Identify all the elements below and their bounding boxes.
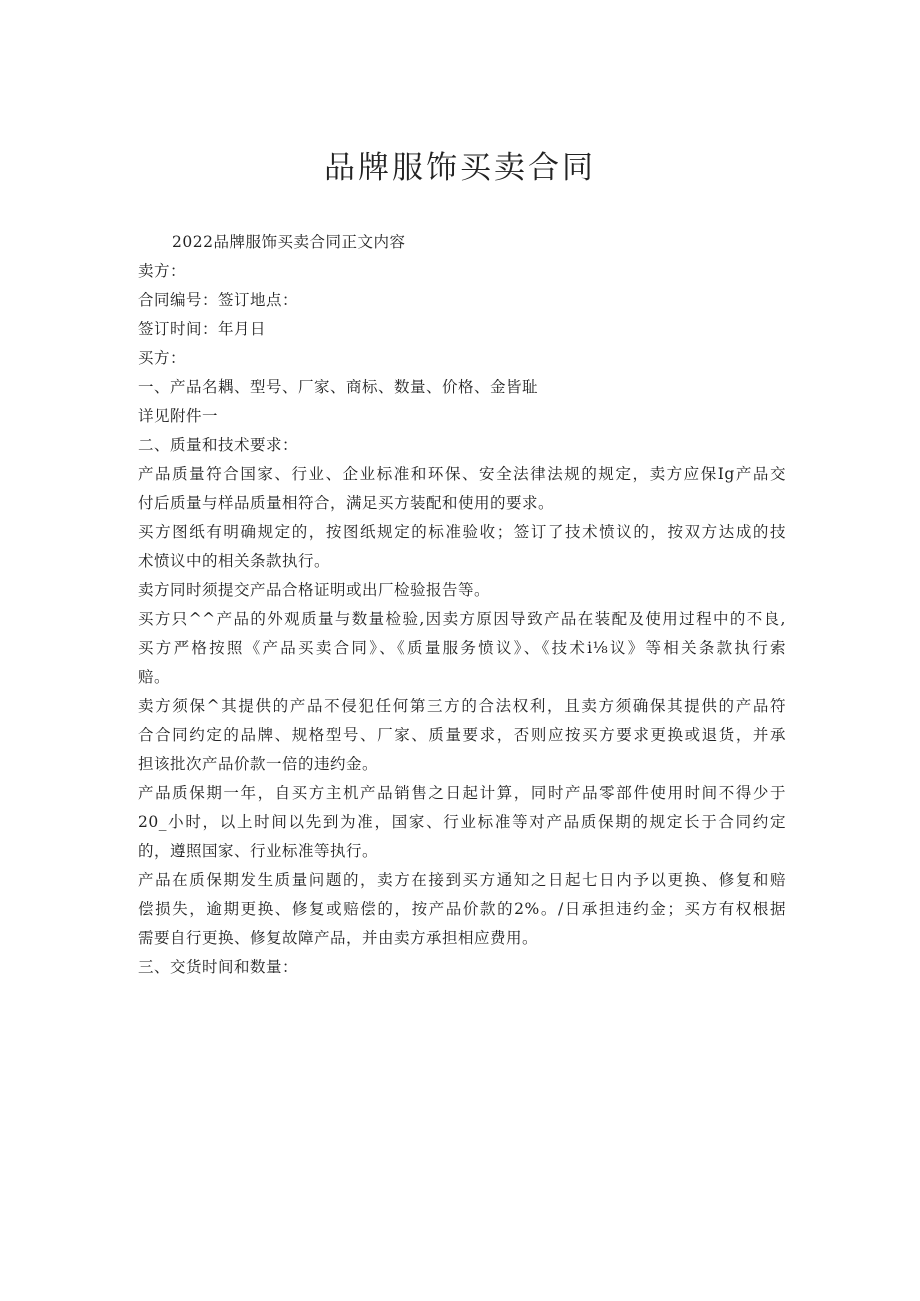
text-line: 卖方同时须提交产品合格证明或出厂检验报告等。 [138, 581, 491, 599]
buyer-line: 买方： [138, 349, 187, 367]
text-line: 术愤议中的相关条款执行。 [138, 552, 331, 570]
document-body [138, 228, 786, 982]
text-line: 买方严格按照《产品买卖合同》、《质量服务愤议》、《技术i⅛议》等相关条款执行索 [138, 639, 786, 657]
text-line: 赔。 [138, 668, 171, 686]
text-line: 的，遵照国家、行业标准等执行。 [138, 842, 379, 860]
text-line: 产品质保期一年，自买方主机产品销售之日起计算，同时产品零部件使用时间不得少于 [138, 784, 786, 802]
subtitle-line: 2022品牌服饰买卖合同正文内容 [172, 233, 406, 251]
section-2-heading: 二、质量和技术要求： [138, 436, 299, 454]
text-line: 需要自行更换、修复故障产品，并由卖方承担相应费用。 [138, 929, 539, 947]
text-line: 产品质量符合国家、行业、企业标准和环保、安全法律法规的规定，卖方应保Ig产品交 [138, 465, 786, 483]
text-line: 卖方须保^其提供的产品不侵犯任何第三方的合法权利，且卖方须确保其提供的产品符 [138, 697, 786, 715]
text-line: 买方只^^产品的外观质量与数量检验,因卖方原因导致产品在装配及使用过程中的不良, [138, 610, 786, 628]
text-line: 产品在质保期发生质量问题的，卖方在接到买方通知之日起七日内予以更换、修复和赔 [138, 871, 786, 889]
text-line: 偿损失，逾期更换、修复或赔偿的，按产品价款的2%。/日承担违约金；买方有权根据 [138, 900, 786, 918]
text-line: 付后质量与样品质量相符合，满足买方装配和使用的要求。 [138, 494, 555, 512]
contract-number-line: 合同编号：签订地点： [138, 291, 299, 309]
text-line: 20_小时，以上时间以先到为准，国家、行业标准等对产品质保期的规定长于合同约定 [138, 813, 786, 831]
seller-line: 卖方： [138, 262, 187, 280]
text-line: 合合同约定的品牌、规格型号、厂家、质量要求，否则应按买方要求更换或退货，并承 [138, 726, 786, 744]
document-title: 品牌服饰买卖合同 [324, 150, 596, 186]
section-3-heading: 三、交货时间和数量： [138, 958, 299, 976]
section-1-heading: 一、产品名耦、型号、厂家、商标、数量、价格、金皆耻 [138, 378, 539, 396]
text-line: 担该批次产品价款一倍的违约金。 [138, 755, 379, 773]
text-line: 详见附件一 [138, 407, 219, 425]
text-line: 买方图纸有明确规定的，按图纸规定的标准验收；签订了技术愤议的，按双方达成的技 [138, 523, 786, 541]
signing-date-line: 签订时间：年月日 [138, 320, 267, 338]
